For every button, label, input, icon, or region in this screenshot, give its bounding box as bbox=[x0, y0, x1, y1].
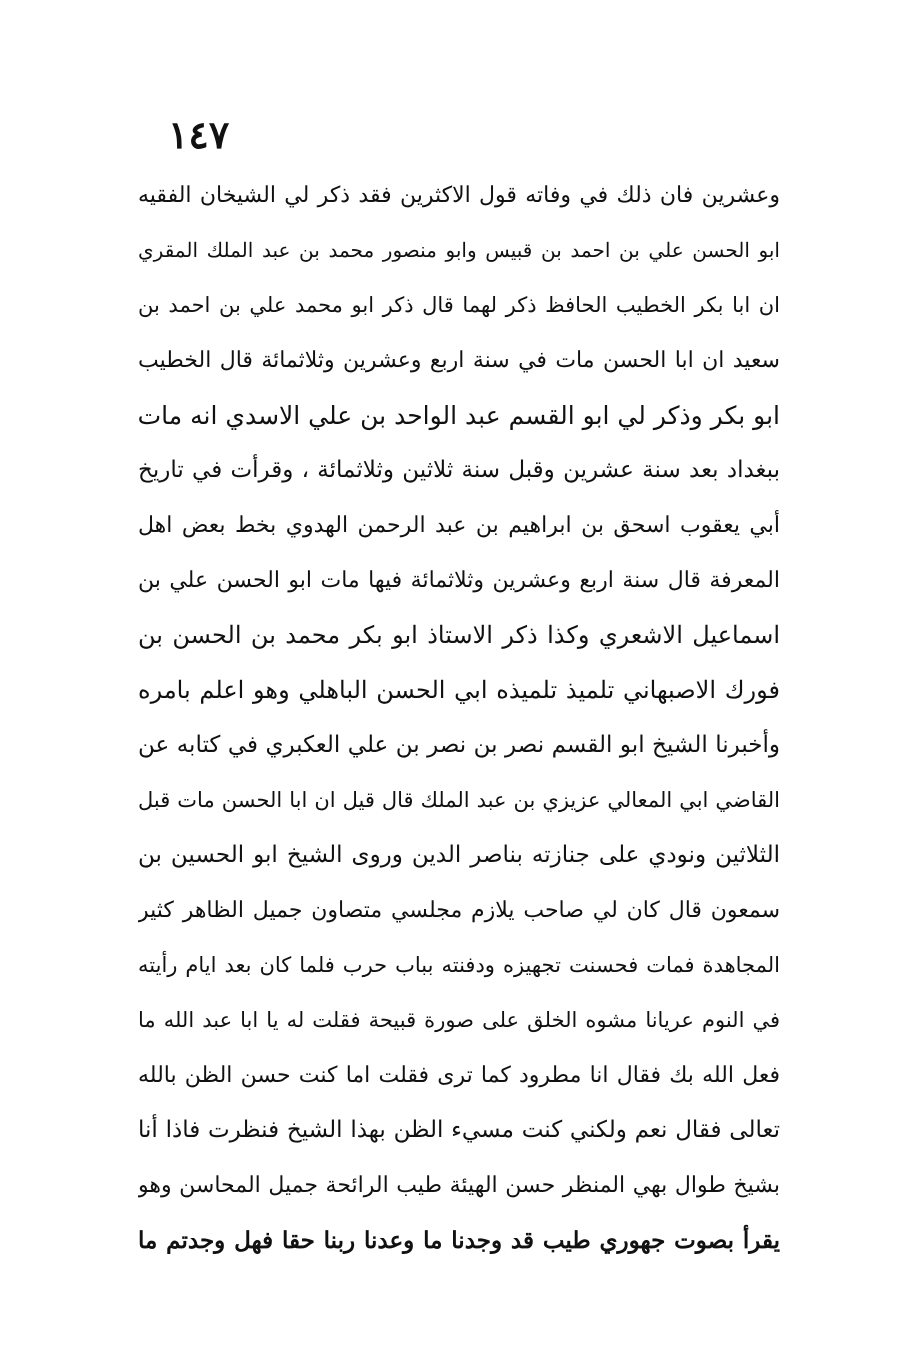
text-line-5: ابو بكر وذكر لي ابو القسم عبد الواحد بن علي الاسدي انه مات bbox=[138, 401, 780, 430]
body-text bbox=[138, 168, 780, 1268]
text-line-6: ببغداد بعد سنة عشرين وقبل سنة ثلاثين وثلاثمائة ، وقرأت في تاريخ bbox=[138, 457, 780, 483]
text-line-15: المجاهدة فمات فحسنت تجهيزه ودفنته بباب حرب فلما كان بعد ايام رأيته bbox=[138, 953, 780, 977]
text-line-9: اسماعيل الاشعري وكذا ذكر الاستاذ ابو بكر محمد بن الحسن بن bbox=[138, 621, 780, 649]
text-line-2: ابو الحسن علي بن احمد بن قبيس وابو منصور محمد بن عبد الملك المقري bbox=[138, 238, 780, 262]
page-number: ١٤٧ bbox=[168, 112, 230, 157]
text-line-19: بشيخ طوال بهي المنظر حسن الهيئة طيب الرائحة جميل المحاسن وهو bbox=[138, 1173, 780, 1198]
text-line-12: القاضي ابي المعالي عزيزي بن عبد الملك قال قيل ان ابا الحسن مات قبل bbox=[138, 788, 780, 812]
text-line-3: ان ابا بكر الخطيب الحافظ ذكر لهما قال ذكر ابو محمد علي بن احمد بن bbox=[138, 293, 780, 317]
text-line-4: سعيد ان ابا الحسن مات في سنة اربع وعشرين وثلاثمائة قال الخطيب bbox=[138, 348, 780, 373]
text-line-14: سمعون قال كان لي صاحب يلازم مجلسي متصاون جميل الظاهر كثير bbox=[138, 898, 780, 923]
text-line-1: وعشرين فان ذلك في وفاته قول الاكثرين فقد ذكر لي الشيخان الفقيه bbox=[138, 183, 780, 208]
text-line-7: أبي يعقوب اسحق بن ابراهيم بن عبد الرحمن الهدوي بخط بعض اهل bbox=[138, 513, 780, 538]
text-line-17: فعل الله بك فقال انا مطرود كما ترى فقلت اما كنت حسن الظن بالله bbox=[138, 1063, 780, 1088]
text-line-20: يقرأ بصوت جهوري طيب قد وجدنا ما وعدنا ربنا حقا فهل وجدتم ما bbox=[138, 1227, 780, 1254]
text-line-18: تعالى فقال نعم ولكني كنت مسيء الظن بهذا الشيخ فنظرت فاذا أنا bbox=[138, 1117, 780, 1143]
text-line-10: فورك الاصبهاني تلميذ تلميذه ابي الحسن الباهلي وهو اعلم بامره bbox=[138, 676, 780, 704]
text-line-13: الثلاثين ونودي على جنازته بناصر الدين وروى الشيخ ابو الحسين بن bbox=[138, 842, 780, 868]
text-line-8: المعرفة قال سنة اربع وعشرين وثلاثمائة فيها مات ابو الحسن علي بن bbox=[138, 568, 780, 593]
text-line-11: وأخبرنا الشيخ ابو القسم نصر بن نصر بن علي العكبري في كتابه عن bbox=[138, 732, 780, 758]
text-line-16: في النوم عريانا مشوه الخلق على صورة قبيحة فقلت له يا ابا عبد الله ما bbox=[138, 1008, 780, 1032]
